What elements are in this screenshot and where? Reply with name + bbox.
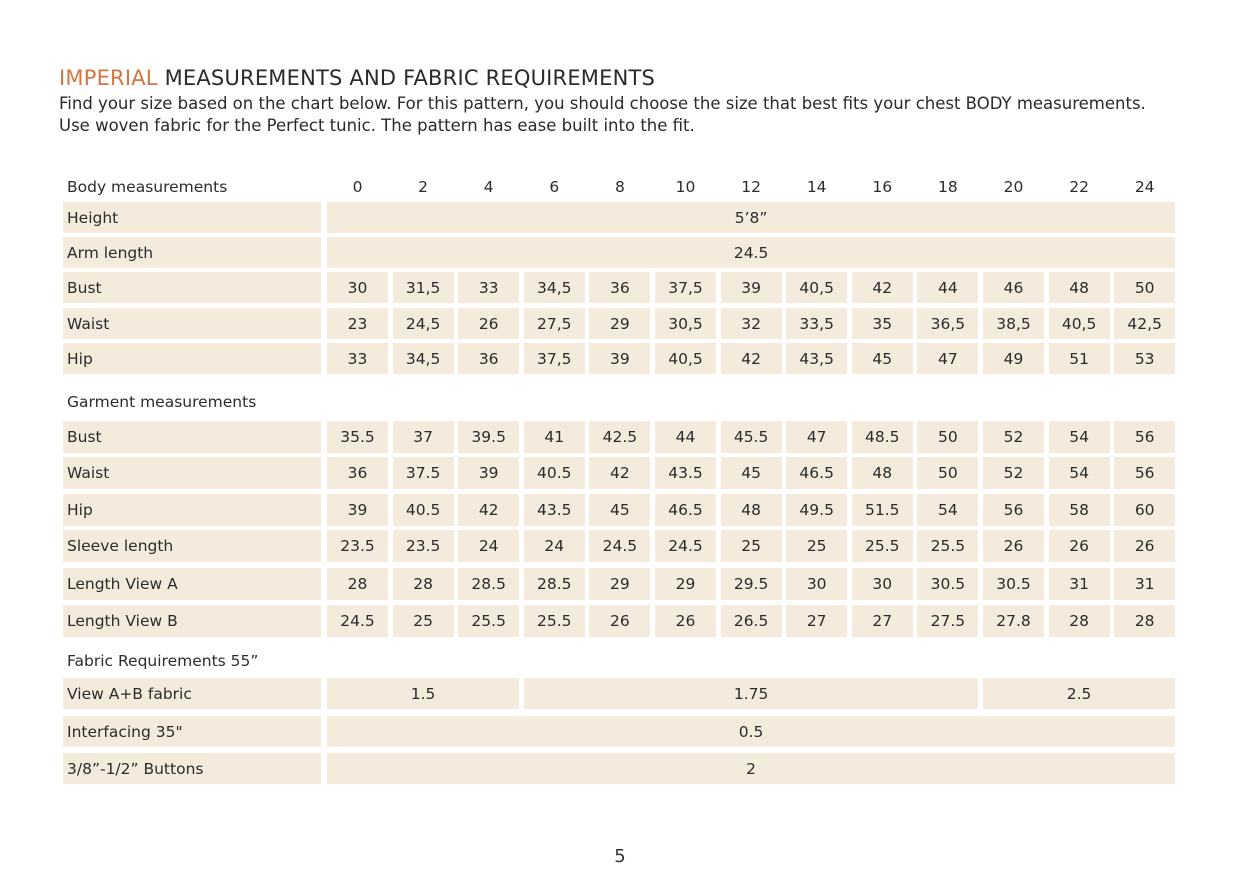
row-label: Hip bbox=[63, 494, 321, 526]
table-cell: 27,5 bbox=[524, 308, 585, 339]
table-cell: 33,5 bbox=[786, 308, 847, 339]
table-cell: 25.5 bbox=[524, 605, 585, 637]
table-cell: 23.5 bbox=[393, 530, 454, 562]
table-cell: 40,5 bbox=[1049, 308, 1110, 339]
table-cell: 37,5 bbox=[524, 343, 585, 374]
table-cell: 26 bbox=[458, 308, 519, 339]
table-cell: 26 bbox=[655, 605, 716, 637]
table-cell: 25.5 bbox=[852, 530, 913, 562]
table-cell: 35 bbox=[852, 308, 913, 339]
table-cell: 42 bbox=[458, 494, 519, 526]
spanned-value: 0.5 bbox=[327, 716, 1175, 747]
table-cell: 48 bbox=[852, 457, 913, 489]
table-cell: 40,5 bbox=[786, 272, 847, 303]
table-cell: 48.5 bbox=[852, 421, 913, 453]
table-cell: 54 bbox=[1049, 457, 1110, 489]
size-header: 0 bbox=[352, 177, 363, 196]
table-cell: 48 bbox=[721, 494, 782, 526]
table-cell: 26.5 bbox=[721, 605, 782, 637]
table-cell: 28 bbox=[1049, 605, 1110, 637]
table-cell: 25.5 bbox=[917, 530, 978, 562]
intro-line: Use woven fabric for the Perfect tunic. The pattern has ease built into the fit. bbox=[59, 116, 695, 135]
table-cell: 27.5 bbox=[917, 605, 978, 637]
table-cell: 37.5 bbox=[393, 457, 454, 489]
table-cell: 45.5 bbox=[721, 421, 782, 453]
row-label: View A+B fabric bbox=[63, 678, 321, 709]
table-cell: 49 bbox=[983, 343, 1044, 374]
table-cell: 24 bbox=[524, 530, 585, 562]
table-cell: 39 bbox=[589, 343, 650, 374]
table-cell: 25 bbox=[786, 530, 847, 562]
row-label: Waist bbox=[63, 457, 321, 489]
table-cell: 32 bbox=[721, 308, 782, 339]
size-header: 20 bbox=[1003, 177, 1024, 196]
table-cell: 42,5 bbox=[1114, 308, 1175, 339]
table-cell: 60 bbox=[1114, 494, 1175, 526]
row-label: Hip bbox=[63, 343, 321, 374]
table-cell: 45 bbox=[852, 343, 913, 374]
table-cell: 37 bbox=[393, 421, 454, 453]
table-cell: 31 bbox=[1114, 568, 1175, 600]
table-cell: 24.5 bbox=[655, 530, 716, 562]
section-heading-garment: Garment measurements bbox=[67, 392, 257, 411]
table-cell: 36 bbox=[327, 457, 388, 489]
page-number: 5 bbox=[614, 846, 626, 867]
table-cell: 46.5 bbox=[786, 457, 847, 489]
table-cell: 49.5 bbox=[786, 494, 847, 526]
size-header: 14 bbox=[806, 177, 827, 196]
table-cell: 37,5 bbox=[655, 272, 716, 303]
table-cell: 30.5 bbox=[917, 568, 978, 600]
table-cell: 33 bbox=[327, 343, 388, 374]
table-cell: 27.8 bbox=[983, 605, 1044, 637]
table-cell: 24 bbox=[458, 530, 519, 562]
table-cell: 43.5 bbox=[655, 457, 716, 489]
table-cell: 39 bbox=[327, 494, 388, 526]
table-cell: 27 bbox=[852, 605, 913, 637]
table-cell: 28.5 bbox=[524, 568, 585, 600]
row-label: Length View B bbox=[63, 605, 321, 637]
table-cell: 52 bbox=[983, 421, 1044, 453]
row-label: Bust bbox=[63, 272, 321, 303]
table-cell: 43,5 bbox=[786, 343, 847, 374]
row-label: Bust bbox=[63, 421, 321, 453]
table-cell: 56 bbox=[1114, 457, 1175, 489]
table-cell: 51.5 bbox=[852, 494, 913, 526]
table-cell: 24.5 bbox=[589, 530, 650, 562]
table-cell: 36 bbox=[589, 272, 650, 303]
table-cell: 41 bbox=[524, 421, 585, 453]
table-cell: 30 bbox=[327, 272, 388, 303]
table-cell: 45 bbox=[589, 494, 650, 526]
table-cell: 23.5 bbox=[327, 530, 388, 562]
table-cell: 31 bbox=[1049, 568, 1110, 600]
table-cell: 45 bbox=[721, 457, 782, 489]
table-cell: 50 bbox=[917, 457, 978, 489]
grouped-value: 1.5 bbox=[327, 678, 519, 709]
table-cell: 29 bbox=[589, 568, 650, 600]
size-header: 16 bbox=[872, 177, 893, 196]
table-cell: 44 bbox=[655, 421, 716, 453]
table-cell: 50 bbox=[1114, 272, 1175, 303]
table-cell: 42.5 bbox=[589, 421, 650, 453]
table-cell: 53 bbox=[1114, 343, 1175, 374]
table-cell: 52 bbox=[983, 457, 1044, 489]
table-cell: 42 bbox=[721, 343, 782, 374]
table-cell: 44 bbox=[917, 272, 978, 303]
table-cell: 42 bbox=[852, 272, 913, 303]
table-cell: 56 bbox=[1114, 421, 1175, 453]
table-cell: 29.5 bbox=[721, 568, 782, 600]
table-cell: 25 bbox=[393, 605, 454, 637]
table-cell: 46 bbox=[983, 272, 1044, 303]
intro-line: Find your size based on the chart below. For this pattern, you should choose the size that best fits your chest BODY measurements. bbox=[59, 94, 1146, 113]
table-cell: 26 bbox=[983, 530, 1044, 562]
spanned-value: 2 bbox=[327, 753, 1175, 784]
table-cell: 51 bbox=[1049, 343, 1110, 374]
row-label: Waist bbox=[63, 308, 321, 339]
table-cell: 34,5 bbox=[524, 272, 585, 303]
table-cell: 50 bbox=[917, 421, 978, 453]
title-accent: IMPERIAL bbox=[59, 66, 158, 90]
table-cell: 28 bbox=[327, 568, 388, 600]
table-cell: 34,5 bbox=[393, 343, 454, 374]
size-header: 2 bbox=[418, 177, 429, 196]
table-cell: 30 bbox=[852, 568, 913, 600]
table-cell: 29 bbox=[589, 308, 650, 339]
table-cell: 43.5 bbox=[524, 494, 585, 526]
size-header: 24 bbox=[1134, 177, 1155, 196]
table-cell: 31,5 bbox=[393, 272, 454, 303]
table-cell: 26 bbox=[1114, 530, 1175, 562]
size-header: 8 bbox=[614, 177, 625, 196]
table-cell: 27 bbox=[786, 605, 847, 637]
grouped-value: 2.5 bbox=[983, 678, 1175, 709]
table-cell: 42 bbox=[589, 457, 650, 489]
table-cell: 40.5 bbox=[524, 457, 585, 489]
table-cell: 33 bbox=[458, 272, 519, 303]
table-cell: 36 bbox=[458, 343, 519, 374]
table-cell: 25 bbox=[721, 530, 782, 562]
table-cell: 36,5 bbox=[917, 308, 978, 339]
table-cell: 54 bbox=[917, 494, 978, 526]
table-cell: 47 bbox=[786, 421, 847, 453]
table-cell: 40.5 bbox=[393, 494, 454, 526]
spanned-value: 24.5 bbox=[327, 237, 1175, 268]
size-header: 12 bbox=[741, 177, 761, 196]
table-cell: 28 bbox=[1114, 605, 1175, 637]
size-header: 6 bbox=[549, 177, 560, 196]
table-cell: 58 bbox=[1049, 494, 1110, 526]
table-cell: 25.5 bbox=[458, 605, 519, 637]
table-cell: 56 bbox=[983, 494, 1044, 526]
size-header: 4 bbox=[483, 177, 494, 196]
size-header: 10 bbox=[675, 177, 696, 196]
table-cell: 30 bbox=[786, 568, 847, 600]
table-cell: 39.5 bbox=[458, 421, 519, 453]
size-header: 18 bbox=[938, 177, 958, 196]
table-cell: 39 bbox=[458, 457, 519, 489]
table-cell: 26 bbox=[1049, 530, 1110, 562]
size-header: 22 bbox=[1069, 177, 1089, 196]
title-rest: MEASUREMENTS AND FABRIC REQUIREMENTS bbox=[157, 66, 656, 90]
section-heading-fabric: Fabric Requirements 55” bbox=[67, 651, 259, 670]
table-cell: 30,5 bbox=[655, 308, 716, 339]
table-cell: 39 bbox=[721, 272, 782, 303]
table-cell: 40,5 bbox=[655, 343, 716, 374]
table-cell: 35.5 bbox=[327, 421, 388, 453]
section-heading-body: Body measurements bbox=[67, 177, 228, 196]
row-label: Sleeve length bbox=[63, 530, 321, 562]
spanned-value: 5’8” bbox=[327, 202, 1175, 233]
table-cell: 24,5 bbox=[393, 308, 454, 339]
row-label: Height bbox=[63, 202, 321, 233]
table-cell: 24.5 bbox=[327, 605, 388, 637]
table-cell: 26 bbox=[589, 605, 650, 637]
row-label: Interfacing 35" bbox=[63, 716, 321, 747]
table-cell: 46.5 bbox=[655, 494, 716, 526]
row-label: Length View A bbox=[63, 568, 321, 600]
table-cell: 47 bbox=[917, 343, 978, 374]
table-cell: 48 bbox=[1049, 272, 1110, 303]
table-cell: 28.5 bbox=[458, 568, 519, 600]
row-label: 3/8”-1/2” Buttons bbox=[63, 753, 321, 784]
table-cell: 54 bbox=[1049, 421, 1110, 453]
table-cell: 23 bbox=[327, 308, 388, 339]
table-cell: 28 bbox=[393, 568, 454, 600]
table-cell: 29 bbox=[655, 568, 716, 600]
grouped-value: 1.75 bbox=[524, 678, 979, 709]
table-cell: 30.5 bbox=[983, 568, 1044, 600]
table-cell: 38,5 bbox=[983, 308, 1044, 339]
row-label: Arm length bbox=[63, 237, 321, 268]
